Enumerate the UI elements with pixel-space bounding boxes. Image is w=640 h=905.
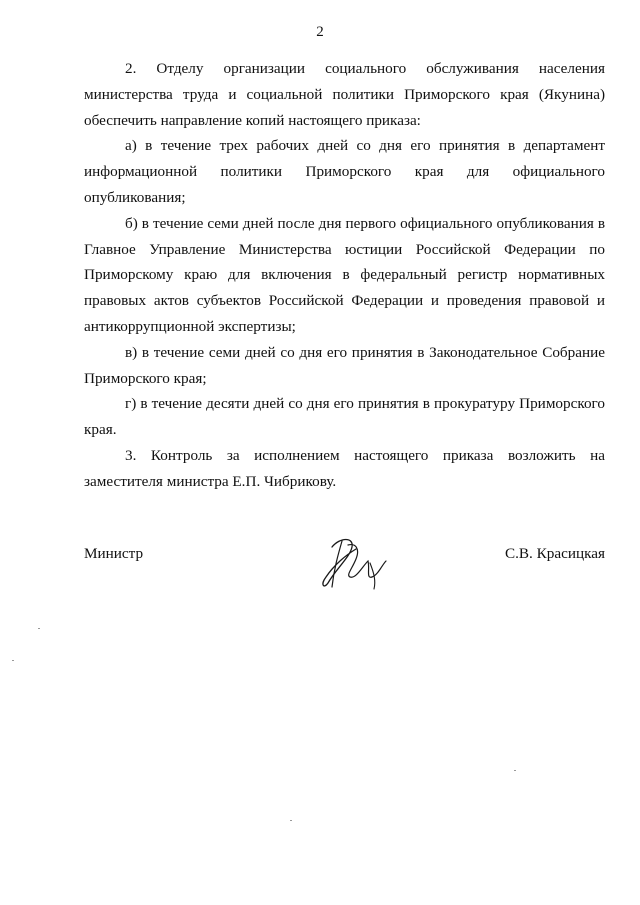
signature-block [84, 537, 605, 597]
signer-name: С.В. Красицкая [505, 545, 605, 562]
paragraph-subitem-b: б) в течение семи дней после дня первого официального опубликования в Главное Управление Министерства юстиции Российской Федерации по Приморскому краю для включения в федеральный регистр нормативных правовых актов субъектов Российской Федерации и проведения правовой и антикоррупционной экспертизы; [84, 214, 605, 335]
scan-artifact [12, 660, 14, 661]
paragraph-subitem-g: г) в течение десяти дней со дня его принятия в прокуратуру Приморского края. [84, 395, 605, 439]
paragraph-subitem-v: в) в течение семи дней со дня его принятия в Законодательное Собрание Приморского края; [84, 343, 605, 387]
handwritten-signature-icon [312, 533, 396, 591]
paragraph-subitem-a: а) в течение трех рабочих дней со дня его принятия в департамент информационной политики Приморского края для официального опубликования; [84, 137, 605, 206]
paragraph-item-3: 3. Контроль за исполнением настоящего приказа возложить на заместителя министра Е.П. Чибрикову. [84, 446, 605, 490]
signer-title: Министр [84, 545, 144, 562]
document-body [84, 56, 605, 495]
scan-artifact [290, 820, 292, 821]
paragraph-item-2: 2. Отделу организации социального обслуживания населения министерства труда и социальной политики Приморского края (Якунина) обеспечить направление копий настоящего приказа: [84, 60, 605, 129]
page-number: 2 [316, 24, 324, 40]
scan-artifact [38, 628, 40, 629]
scan-artifact [514, 770, 516, 771]
